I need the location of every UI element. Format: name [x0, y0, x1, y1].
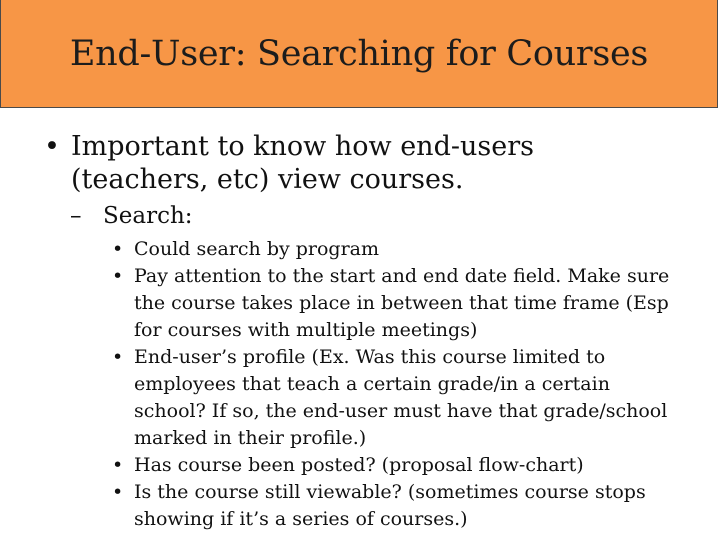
sub-heading-text: Search: [103, 203, 193, 229]
list-item [0, 479, 720, 533]
sub-heading [0, 202, 720, 230]
bullet-dot-icon: • [44, 131, 60, 162]
slide-content [0, 130, 720, 533]
list-item [0, 263, 720, 344]
title-bar [0, 0, 718, 108]
bullet-dot-icon: • [112, 481, 124, 503]
list-item [0, 452, 720, 479]
sub-bullet-list [0, 236, 720, 533]
bullet-dot-icon: • [112, 454, 124, 476]
list-item-text: Has course been posted? (proposal flow-chart) [134, 454, 584, 476]
list-item-text: End-user’s profile (Ex. Was this course limited to employees that teach a certain grade/in a certain school? If so, the end-user must have that grade/school marked in their profile.) [134, 346, 668, 449]
list-item-text: Could search by program [134, 238, 380, 260]
main-bullet [0, 130, 671, 196]
bullet-dot-icon: • [112, 265, 124, 287]
bullet-dot-icon: • [112, 238, 124, 260]
bullet-dot-icon: • [112, 346, 124, 368]
slide-title: End-User: Searching for Courses [69, 33, 649, 74]
list-item [0, 236, 720, 263]
dash-icon: – [70, 203, 82, 229]
main-bullet-text: Important to know how end-users (teachers, etc) view courses. [71, 131, 534, 195]
list-item [0, 344, 720, 452]
list-item-text: Is the course still viewable? (sometimes course stops showing if it’s a series of courses.) [134, 481, 646, 530]
list-item-text: Pay attention to the start and end date field. Make sure the course takes place in between that time frame (Esp for courses with multiple meetings) [134, 265, 670, 341]
